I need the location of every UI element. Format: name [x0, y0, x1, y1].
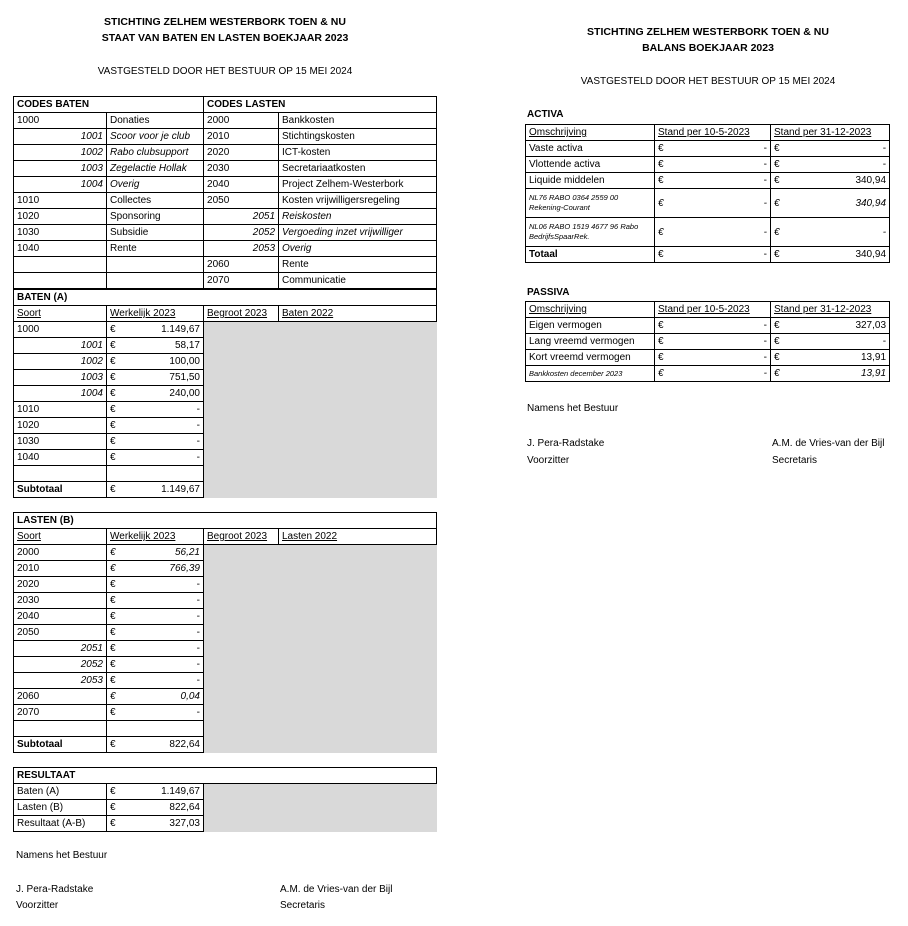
lasten-code: 2052: [14, 657, 107, 673]
activa-value-2023-end: -: [807, 157, 890, 173]
lasten-code-description: Communicatie: [279, 273, 437, 289]
euro-sign: €: [110, 786, 116, 797]
passiva-value-2023-start: -: [701, 350, 771, 366]
baten-col-soort: Soort: [14, 306, 107, 322]
resultaat-value: 1.149,67: [161, 786, 200, 797]
passiva-header: PASSIVA: [527, 287, 570, 298]
lasten-amount: [107, 593, 204, 609]
right-signature-2-role: Secretaris: [772, 455, 818, 466]
activa-value-2023-end: 340,94: [807, 189, 890, 218]
euro-sign: €: [110, 675, 116, 686]
baten-col-begroot: Begroot 2023: [204, 306, 279, 322]
lasten-value: -: [196, 675, 200, 686]
activa-value-2023-start: -: [701, 173, 771, 189]
lasten-table: [13, 512, 437, 753]
euro-sign: €: [110, 563, 116, 574]
baten-code: 1040: [14, 241, 107, 257]
activa-total-label: Totaal: [526, 247, 655, 263]
baten-code-description: Zegelactie Hollak: [107, 161, 204, 177]
lasten-code-description: Reiskosten: [279, 209, 437, 225]
lasten-code-description: Bankkosten: [279, 113, 437, 129]
lasten-code: 2020: [14, 577, 107, 593]
activa-col-omschrijving: Omschrijving: [526, 125, 655, 141]
right-signature-intro: Namens het Bestuur: [527, 403, 619, 414]
codes-row: [14, 257, 437, 273]
euro-sign: €: [655, 318, 701, 334]
euro-sign: €: [110, 595, 116, 606]
activa-col-stand2: Stand per 31-12-2023: [771, 125, 890, 141]
lasten-amount: [107, 657, 204, 673]
passiva-label: Eigen vermogen: [526, 318, 655, 334]
activa-value-2023-start: -: [701, 189, 771, 218]
lasten-value: -: [196, 659, 200, 670]
baten-value: -: [196, 404, 200, 415]
baten-col-vorig: Baten 2022: [279, 306, 437, 322]
lasten-code: 2000: [14, 545, 107, 561]
passiva-value-2023-end: 13,91: [807, 350, 890, 366]
lasten-code-description: Secretariaatkosten: [279, 161, 437, 177]
passiva-col-stand2: Stand per 31-12-2023: [771, 302, 890, 318]
euro-sign: €: [655, 334, 701, 350]
activa-label: NL06 RABO 1519 4677 96 Rabo BedrijfsSpaarRek.: [526, 218, 655, 247]
codes-row: [14, 145, 437, 161]
euro-sign: €: [110, 356, 116, 367]
activa-row: [526, 173, 890, 189]
resultaat-amount: [107, 784, 204, 800]
lasten-code: 2010: [14, 561, 107, 577]
right-title-line1: STICHTING ZELHEM WESTERBORK TOEN & NU: [587, 26, 829, 38]
lasten-code-description: Kosten vrijwilligersregeling: [279, 193, 437, 209]
baten-code: 1030: [14, 225, 107, 241]
lasten-value: -: [196, 579, 200, 590]
left-signature-1: [16, 882, 93, 914]
activa-total-2023-start: -: [701, 247, 771, 263]
activa-row: [526, 141, 890, 157]
euro-sign: €: [655, 218, 701, 247]
euro-sign: €: [110, 643, 116, 654]
baten-code: 1040: [14, 450, 107, 466]
lasten-code: 2040: [204, 177, 279, 193]
baten-code: 1002: [14, 145, 107, 161]
baten-amount: [107, 338, 204, 354]
resultaat-label: Baten (A): [14, 784, 107, 800]
baten-budget-area: [204, 322, 437, 498]
baten-amount: [107, 402, 204, 418]
baten-value: 58,17: [174, 340, 200, 351]
resultaat-value: 822,64: [169, 802, 200, 813]
codes-baten-header: CODES BATEN: [14, 97, 204, 113]
right-signature-2: [772, 435, 884, 469]
baten-code: 1001: [14, 129, 107, 145]
euro-sign: €: [771, 247, 807, 263]
lasten-code: 2070: [14, 705, 107, 721]
lasten-col-soort: Soort: [14, 529, 107, 545]
baten-code: [14, 273, 107, 289]
resultaat-row: [14, 784, 437, 800]
baten-code: 1000: [14, 113, 107, 129]
baten-code-description: Sponsoring: [107, 209, 204, 225]
resultaat-value: 327,03: [169, 818, 200, 829]
passiva-value-2023-end: 13,91: [807, 366, 890, 382]
baten-amount: [107, 418, 204, 434]
left-signature-2-name: A.M. de Vries-van der Bijl: [280, 884, 393, 895]
activa-label: Vlottende activa: [526, 157, 655, 173]
baten-code: 1010: [14, 402, 107, 418]
baten-col-werkelijk: Werkelijk 2023: [107, 306, 204, 322]
codes-row: [14, 209, 437, 225]
left-title-line2: STAAT VAN BATEN EN LASTEN BOEKJAAR 2023: [101, 32, 349, 44]
codes-row: [14, 241, 437, 257]
left-signature-2: [280, 882, 392, 914]
euro-sign: €: [110, 547, 116, 558]
lasten-value: -: [196, 627, 200, 638]
baten-amount: [107, 322, 204, 338]
lasten-col-begroot: Begroot 2023: [204, 529, 279, 545]
codes-table: [13, 96, 437, 289]
baten-code: 1030: [14, 434, 107, 450]
euro-sign: €: [110, 388, 116, 399]
lasten-code: 2052: [204, 225, 279, 241]
activa-total-2023-end: 340,94: [807, 247, 890, 263]
lasten-header: LASTEN (B): [14, 513, 437, 529]
right-title: [508, 24, 908, 56]
left-adopted-note: VASTGESTELD DOOR HET BESTUUR OP 15 MEI 2024: [97, 66, 353, 77]
codes-row: [14, 273, 437, 289]
codes-row: [14, 225, 437, 241]
lasten-code: 2051: [14, 641, 107, 657]
lasten-code: 2060: [14, 689, 107, 705]
activa-col-stand1: Stand per 10-5-2023: [655, 125, 771, 141]
passiva-value-2023-end: 327,03: [807, 318, 890, 334]
baten-code: 1000: [14, 322, 107, 338]
baten-code-description: Overig: [107, 177, 204, 193]
activa-row: [526, 157, 890, 173]
baten-code: 1020: [14, 209, 107, 225]
lasten-code-description: Stichtingskosten: [279, 129, 437, 145]
euro-sign: €: [771, 218, 807, 247]
baten-code-description: Collectes: [107, 193, 204, 209]
resultaat-amount: [107, 800, 204, 816]
lasten-value: 766,39: [169, 563, 200, 574]
euro-sign: €: [655, 157, 701, 173]
baten-value: 751,50: [169, 372, 200, 383]
baten-code: 1003: [14, 370, 107, 386]
lasten-amount: [107, 721, 204, 737]
baten-row: [14, 322, 437, 338]
baten-amount: [107, 370, 204, 386]
left-signature-2-role: Secretaris: [280, 900, 326, 911]
codes-row: [14, 193, 437, 209]
activa-header: ACTIVA: [527, 109, 564, 120]
activa-label: Vaste activa: [526, 141, 655, 157]
activa-value-2023-start: -: [701, 141, 771, 157]
lasten-code: 2051: [204, 209, 279, 225]
lasten-value: -: [196, 707, 200, 718]
passiva-col-stand1: Stand per 10-5-2023: [655, 302, 771, 318]
euro-sign: €: [655, 173, 701, 189]
lasten-code-description: ICT-kosten: [279, 145, 437, 161]
lasten-subtotal-label: Subtotaal: [14, 737, 107, 753]
lasten-code: 2030: [14, 593, 107, 609]
baten-subtotal-amount: [107, 482, 204, 498]
resultaat-header: RESULTAAT: [14, 768, 437, 784]
lasten-code: [14, 721, 107, 737]
lasten-amount: [107, 689, 204, 705]
activa-label: Liquide middelen: [526, 173, 655, 189]
lasten-code: 2040: [14, 609, 107, 625]
euro-sign: €: [110, 420, 116, 431]
right-signature-1-role: Voorzitter: [527, 455, 570, 466]
baten-amount: [107, 450, 204, 466]
left-signature-1-role: Voorzitter: [16, 900, 59, 911]
baten-code: 1010: [14, 193, 107, 209]
activa-label: NL76 RABO 0364 2559 00 Rekening-Courant: [526, 189, 655, 218]
baten-value: 1.149,67: [161, 324, 200, 335]
codes-row: [14, 161, 437, 177]
lasten-value: 0,04: [180, 691, 200, 702]
left-signature-1-name: J. Pera-Radstake: [16, 884, 94, 895]
lasten-value: -: [196, 595, 200, 606]
euro-sign: €: [771, 366, 807, 382]
activa-row: [526, 218, 890, 247]
baten-value: 100,00: [169, 356, 200, 367]
lasten-amount: [107, 641, 204, 657]
resultaat-table: [13, 767, 437, 832]
baten-value: -: [196, 420, 200, 431]
lasten-value: -: [196, 643, 200, 654]
baten-code: 1002: [14, 354, 107, 370]
euro-sign: €: [110, 404, 116, 415]
euro-sign: €: [655, 350, 701, 366]
euro-sign: €: [110, 579, 116, 590]
baten-code-description: [107, 257, 204, 273]
lasten-code: 2053: [204, 241, 279, 257]
passiva-value-2023-start: -: [701, 334, 771, 350]
passiva-table: [525, 301, 890, 382]
baten-code: [14, 466, 107, 482]
activa-value-2023-end: -: [807, 218, 890, 247]
euro-sign: €: [771, 189, 807, 218]
euro-sign: €: [655, 366, 701, 382]
resultaat-empty-area: [204, 784, 437, 832]
codes-row: [14, 177, 437, 193]
activa-value-2023-end: -: [807, 141, 890, 157]
baten-amount: [107, 354, 204, 370]
baten-value: -: [196, 436, 200, 447]
left-title-line1: STICHTING ZELHEM WESTERBORK TOEN & NU: [104, 16, 346, 28]
baten-code: 1001: [14, 338, 107, 354]
baten-code-description: Rente: [107, 241, 204, 257]
euro-sign: €: [771, 318, 807, 334]
passiva-value-2023-end: -: [807, 334, 890, 350]
resultaat-amount: [107, 816, 204, 832]
baten-header: BATEN (A): [14, 290, 437, 306]
activa-table: [525, 124, 890, 263]
baten-code: 1003: [14, 161, 107, 177]
lasten-code: 2000: [204, 113, 279, 129]
passiva-row: [526, 350, 890, 366]
lasten-amount: [107, 545, 204, 561]
lasten-amount: [107, 673, 204, 689]
lasten-code: 2020: [204, 145, 279, 161]
lasten-code-description: Rente: [279, 257, 437, 273]
passiva-value-2023-start: -: [701, 318, 771, 334]
baten-code-description: [107, 273, 204, 289]
lasten-amount: [107, 561, 204, 577]
euro-sign: €: [110, 340, 116, 351]
lasten-code: 2030: [204, 161, 279, 177]
lasten-row: [14, 545, 437, 561]
euro-sign: €: [110, 818, 116, 829]
lasten-col-werkelijk: Werkelijk 2023: [107, 529, 204, 545]
euro-sign: €: [110, 436, 116, 447]
lasten-code-description: Project Zelhem-Westerbork: [279, 177, 437, 193]
right-signature-1-name: J. Pera-Radstake: [527, 438, 605, 449]
euro-sign: €: [110, 802, 116, 813]
lasten-code-description: Vergoeding inzet vrijwilliger: [279, 225, 437, 241]
euro-sign: €: [110, 324, 116, 335]
baten-subtotal-label: Subtotaal: [14, 482, 107, 498]
activa-row: [526, 189, 890, 218]
lasten-budget-area: [204, 545, 437, 753]
baten-code: [14, 257, 107, 273]
euro-sign: €: [771, 173, 807, 189]
baten-amount: [107, 466, 204, 482]
activa-total-row: [526, 247, 890, 263]
codes-lasten-header: CODES LASTEN: [204, 97, 437, 113]
codes-row: [14, 129, 437, 145]
euro-sign: €: [771, 141, 807, 157]
baten-code: 1004: [14, 386, 107, 402]
lasten-amount: [107, 625, 204, 641]
activa-value-2023-start: -: [701, 157, 771, 173]
euro-sign: €: [655, 189, 701, 218]
lasten-amount: [107, 609, 204, 625]
lasten-code: 2010: [204, 129, 279, 145]
baten-code: 1020: [14, 418, 107, 434]
euro-sign: €: [110, 691, 116, 702]
left-signature-intro: Namens het Bestuur: [16, 850, 108, 861]
lasten-code: 2070: [204, 273, 279, 289]
left-title: [14, 14, 436, 46]
right-title-line2: BALANS BOEKJAAR 2023: [642, 42, 774, 54]
baten-code-description: Rabo clubsupport: [107, 145, 204, 161]
baten-code-description: Subsidie: [107, 225, 204, 241]
passiva-row: [526, 366, 890, 382]
activa-value-2023-start: -: [701, 218, 771, 247]
lasten-code: 2050: [14, 625, 107, 641]
right-signature-1: [527, 435, 604, 469]
baten-amount: [107, 434, 204, 450]
baten-code: 1004: [14, 177, 107, 193]
euro-sign: €: [771, 157, 807, 173]
baten-code-description: Scoor voor je club: [107, 129, 204, 145]
baten-value: -: [196, 452, 200, 463]
euro-sign: €: [110, 484, 116, 495]
passiva-row: [526, 334, 890, 350]
euro-sign: €: [110, 739, 116, 750]
baten-value: 240,00: [169, 388, 200, 399]
lasten-code: 2053: [14, 673, 107, 689]
euro-sign: €: [110, 611, 116, 622]
lasten-value: 56,21: [174, 547, 200, 558]
euro-sign: €: [110, 707, 116, 718]
euro-sign: €: [110, 659, 116, 670]
lasten-col-vorig: Lasten 2022: [279, 529, 437, 545]
right-signature-2-name: A.M. de Vries-van der Bijl: [772, 438, 885, 449]
lasten-subtotal-value: 822,64: [169, 739, 200, 750]
euro-sign: €: [655, 247, 701, 263]
baten-subtotal-value: 1.149,67: [161, 484, 200, 495]
right-adopted-note: VASTGESTELD DOOR HET BESTUUR OP 15 MEI 2024: [580, 76, 836, 87]
codes-row: [14, 113, 437, 129]
euro-sign: €: [110, 372, 116, 383]
passiva-label: Lang vreemd vermogen: [526, 334, 655, 350]
resultaat-label: Resultaat (A-B): [14, 816, 107, 832]
lasten-amount: [107, 577, 204, 593]
euro-sign: €: [771, 334, 807, 350]
passiva-label: Bankkosten december 2023: [526, 366, 655, 382]
euro-sign: €: [655, 141, 701, 157]
passiva-value-2023-start: -: [701, 366, 771, 382]
passiva-label: Kort vreemd vermogen: [526, 350, 655, 366]
lasten-subtotal-amount: [107, 737, 204, 753]
euro-sign: €: [110, 452, 116, 463]
baten-amount: [107, 386, 204, 402]
baten-code-description: Donaties: [107, 113, 204, 129]
lasten-code: 2060: [204, 257, 279, 273]
resultaat-label: Lasten (B): [14, 800, 107, 816]
baten-table: [13, 289, 437, 498]
lasten-code: 2050: [204, 193, 279, 209]
euro-sign: €: [771, 350, 807, 366]
lasten-amount: [107, 705, 204, 721]
lasten-code-description: Overig: [279, 241, 437, 257]
passiva-row: [526, 318, 890, 334]
euro-sign: €: [110, 627, 116, 638]
activa-value-2023-end: 340,94: [807, 173, 890, 189]
passiva-col-omschrijving: Omschrijving: [526, 302, 655, 318]
lasten-value: -: [196, 611, 200, 622]
